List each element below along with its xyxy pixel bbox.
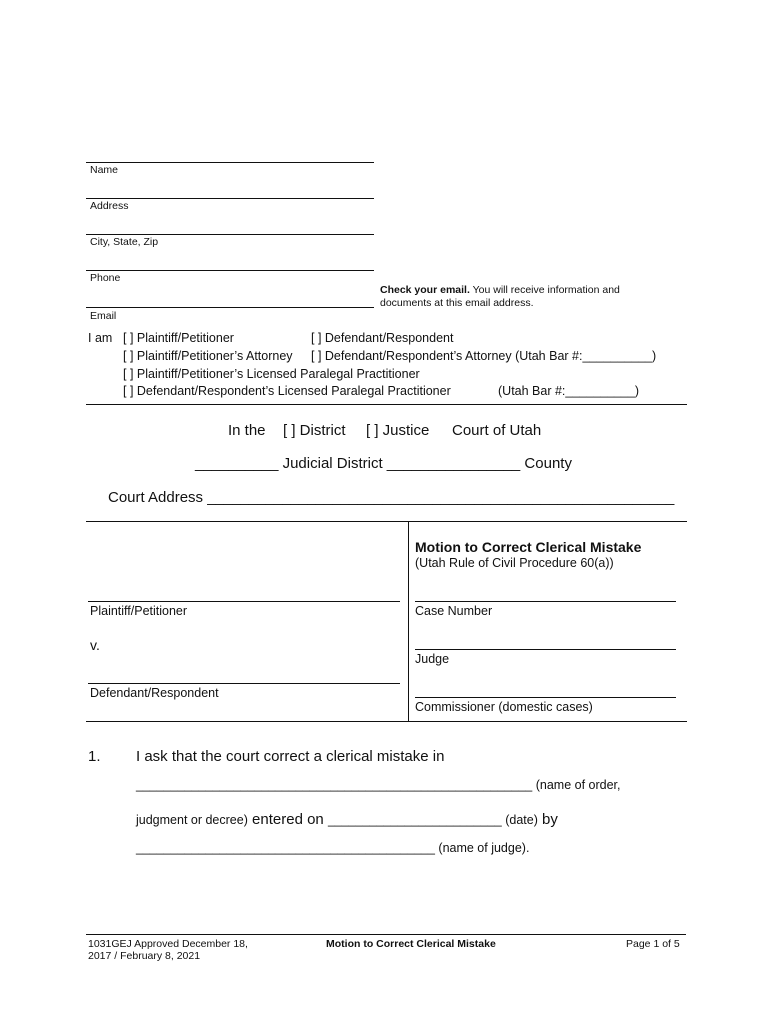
court-of-utah: Court of Utah <box>452 422 542 439</box>
city-label: City, State, Zip <box>90 236 159 248</box>
city-line[interactable] <box>86 234 374 235</box>
document-title: Motion to Correct Clerical Mistake <box>415 539 642 555</box>
item-text: I ask that the court correct a clerical mistake in <box>136 748 445 765</box>
by-text: by <box>537 811 558 828</box>
footer-title: Motion to Correct Clerical Mistake <box>326 938 496 950</box>
role-defendant-attorney-checkbox[interactable]: [ ] Defendant/Respondent’s Attorney (Utah Bar #:__________) <box>311 349 657 363</box>
court-in-the: In the <box>228 422 266 439</box>
phone-label: Phone <box>90 272 121 284</box>
role-plaintiff-lpp-checkbox[interactable]: [ ] Plaintiff/Petitioner’s Licensed Paralegal Practitioner <box>123 367 420 381</box>
entered-on-line <box>136 811 558 829</box>
email-note-line2: documents at this email address. <box>380 297 534 309</box>
date-line[interactable]: _________________________ (date) <box>327 813 538 827</box>
judicial-district-line[interactable]: __________ Judicial District ________________ County <box>195 455 572 472</box>
plaintiff-label: Plaintiff/Petitioner <box>90 604 188 618</box>
name-label: Name <box>90 164 119 176</box>
caption-top-line <box>86 521 687 522</box>
caption-divider <box>408 521 409 722</box>
court-address-line[interactable]: Court Address ________________________________________________________ <box>108 489 675 506</box>
judge-name-line[interactable]: ___________________________________________ (name of judge). <box>136 841 530 855</box>
caption-bottom-line <box>86 721 687 722</box>
rule-reference: (Utah Rule of Civil Procedure 60(a)) <box>415 556 614 570</box>
defendant-line[interactable] <box>88 683 400 684</box>
lpp-bar-number[interactable]: (Utah Bar #:__________) <box>498 384 640 398</box>
role-defendant-checkbox[interactable]: [ ] Defendant/Respondent <box>311 331 454 345</box>
judge-label: Judge <box>415 652 450 666</box>
defendant-label: Defendant/Respondent <box>90 686 219 700</box>
role-defendant-lpp-checkbox[interactable]: [ ] Defendant/Respondent’s Licensed Paralegal Practitioner <box>123 384 451 398</box>
address-line[interactable] <box>86 198 374 199</box>
plaintiff-line[interactable] <box>88 601 400 602</box>
footer-form-number: 1031GEJ Approved December 18, <box>88 938 248 950</box>
email-note-bold: Check your email. <box>380 284 470 296</box>
commissioner-line[interactable] <box>415 697 676 698</box>
name-line[interactable] <box>86 162 374 163</box>
commissioner-label: Commissioner (domestic cases) <box>415 700 593 714</box>
i-am-label: I am <box>88 331 113 345</box>
email-note-text: You will receive information and <box>469 284 620 296</box>
court-justice-checkbox[interactable]: [ ] Justice <box>366 422 430 439</box>
email-note <box>380 284 620 296</box>
page-number: Page 1 of 5 <box>626 938 680 950</box>
judgment-text: judgment or decree) <box>136 813 248 827</box>
email-line[interactable] <box>86 307 374 308</box>
versus: v. <box>90 637 100 653</box>
address-label: Address <box>90 200 129 212</box>
role-plaintiff-checkbox[interactable]: [ ] Plaintiff/Petitioner <box>123 331 234 345</box>
court-district-checkbox[interactable]: [ ] District <box>283 422 346 439</box>
email-label: Email <box>90 310 117 322</box>
footer-line <box>86 934 686 935</box>
section-divider <box>86 404 687 405</box>
role-plaintiff-attorney-checkbox[interactable]: [ ] Plaintiff/Petitioner’s Attorney <box>123 349 293 363</box>
footer-dates: 2017 / February 8, 2021 <box>88 950 201 962</box>
entered-on-text: entered on <box>247 811 328 828</box>
order-name-line[interactable]: _________________________________________________________ (name of order, <box>136 778 621 792</box>
judge-line[interactable] <box>415 649 676 650</box>
phone-line[interactable] <box>86 270 374 271</box>
item-number: 1. <box>88 748 101 765</box>
case-number-line[interactable] <box>415 601 676 602</box>
case-number-label: Case Number <box>415 604 493 618</box>
